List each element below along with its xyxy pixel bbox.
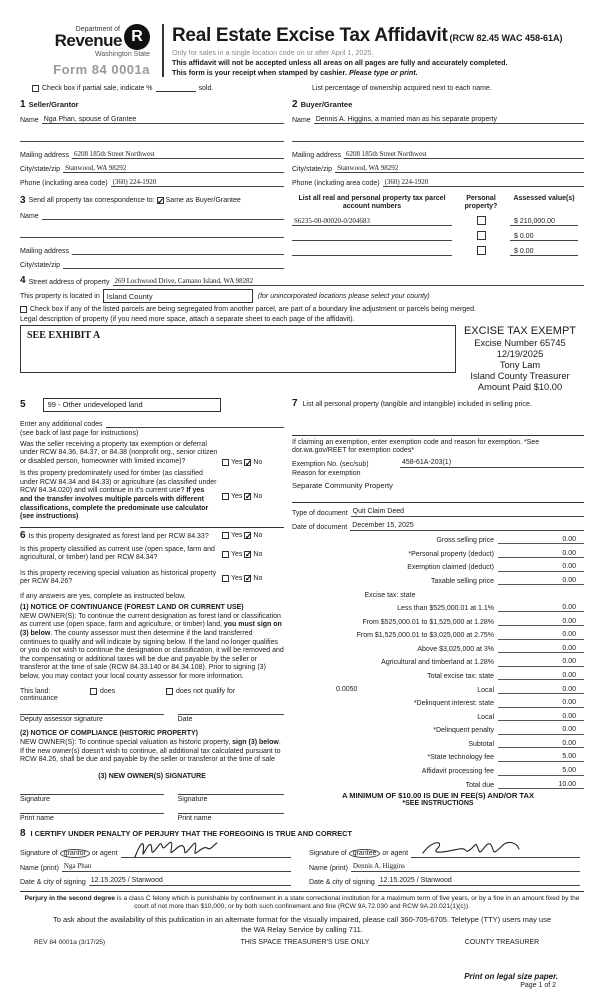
new-owner-signature-title: (3) NEW OWNER(S) SIGNATURE [98, 772, 206, 780]
stamp-treasurer-name: Tony Lam [499, 359, 541, 370]
tax-line-label: Local [477, 713, 494, 721]
tax-line-label: Total due [465, 781, 494, 789]
parcel-number-field-2[interactable] [292, 233, 452, 241]
buyer-phone-field[interactable]: (360) 224-1920 [383, 178, 584, 188]
reason-field[interactable]: Separate Community Property [292, 480, 393, 490]
signature-label: Signature [177, 795, 208, 803]
county-treasurer-label: COUNTY TREASURER [464, 938, 540, 946]
washington-state-label: Washington State [95, 51, 150, 58]
tax-line-value[interactable]: 0.00 [498, 536, 584, 545]
date-of-document-field[interactable]: December 15, 2025 [350, 522, 584, 531]
stamp-excise-number: Excise Number 65745 [474, 337, 566, 348]
parcel-header-personal: Personal property? [464, 195, 498, 211]
excise-tax-state-header: Excise tax: state [364, 591, 416, 599]
additional-codes-label: Enter any additional codes [20, 420, 103, 428]
tax-line-label: Less than $525,000.01 at 1.1% [397, 604, 494, 612]
exemption-no-checkbox[interactable] [244, 459, 251, 466]
segregated-checkbox[interactable] [20, 306, 27, 313]
correspondence-label: Send all property tax correspondence to: [28, 197, 155, 204]
header-note-1: Only for sales in a single location code on or after April 1, 2025. [172, 48, 374, 57]
same-as-buyer-checkbox[interactable] [157, 197, 164, 204]
current-use-question: Is this property classified as current use (open space, farm and agricultural, or timber) land per RCW 84.34? [20, 545, 215, 562]
form-rcw-ref: (RCW 82.45 WAC 458-61A) [449, 33, 563, 43]
corr-name2-field[interactable] [20, 230, 284, 238]
tax-line-value[interactable]: 5.00 [498, 753, 584, 762]
partial-sale-label: Check box if partial sale, indicate % [42, 85, 153, 92]
tax-line-value[interactable]: 0.00 [498, 604, 584, 613]
grantee-name-field[interactable]: Dennis A. Higgins [351, 862, 580, 872]
assessed-value-field-3[interactable]: $ 0.00 [510, 248, 578, 257]
see-back-note: (see back of last page for instructions) [20, 429, 139, 437]
county-note: (for unincorporated locations please select your county) [257, 292, 430, 300]
signature-label: Signature [20, 795, 50, 803]
section-1-number: 1 [20, 99, 26, 110]
seller-city-label: City/state/zip [20, 166, 61, 173]
section-5-number: 5 [20, 399, 26, 411]
does-label: does [100, 688, 116, 696]
corr-mailing-field[interactable] [72, 247, 284, 255]
personal-property-checkbox-3[interactable] [477, 246, 486, 255]
yes-label: Yes [231, 574, 243, 582]
no-label: No [253, 459, 263, 467]
assessed-value-field-2[interactable]: $ 0.00 [510, 233, 578, 242]
historical-no-checkbox[interactable] [244, 575, 251, 582]
seller-heading: Seller/Grantor [28, 100, 79, 109]
sig-suffix: or agent [382, 849, 409, 857]
seller-mailing-field[interactable]: 6208 185th Street Northwest [72, 150, 284, 160]
tax-line-label: *Delinquent penalty [433, 727, 494, 735]
header-divider [162, 24, 164, 77]
section-2-number: 2 [292, 99, 298, 110]
local-rate-value: 0.0050 [336, 686, 358, 693]
located-in-label: This property is located in [20, 292, 100, 300]
section-1-seller [20, 99, 292, 187]
historical-yes-checkbox[interactable] [222, 575, 229, 582]
exemption-yes-checkbox[interactable] [222, 459, 229, 466]
owner-print-name-line-2[interactable] [178, 813, 284, 822]
deputy-assessor-signature-line[interactable] [20, 714, 164, 723]
header-note-2: This affidavit will not be accepted unless all areas on all pages are fully and accurately completed. [172, 58, 508, 67]
timber-no-checkbox[interactable] [244, 493, 251, 500]
form-title: Real Estate Excise Tax Affidavit [172, 25, 448, 46]
grantor-name-field[interactable]: Nga Phan [62, 862, 291, 872]
does-not-label: does not qualify for [176, 688, 236, 696]
stamp-date: 12/19/2025 [496, 348, 544, 359]
grantee-word-circled[interactable]: grantee [349, 849, 381, 858]
yes-label: Yes [231, 532, 243, 540]
personal-property-label: List all personal property (tangible and intangible) included in selling price. [302, 400, 532, 408]
grantee-date-label: Date & city of signing [309, 878, 375, 886]
notice-compliance-text: NEW OWNER(S): To continue special valuation as historic property, sign (3) below. If the new owner(s) doesn't wish to continue, all additional tax calculated pursuant to RCW 84.26, shall be due and payable by the seller or transferor at the time of sale [20, 739, 281, 764]
notice-continuance-text: NEW OWNER(S): To continue the current designation as forest land or classification as current use (open space, farm and agriculture, or timber) land, you must sign on (3) below. The county assessor must then determine if the land transferred continues to qualify and will indicate by signing below. If the land no longer qualifies or you do not wish to continue the designation or classification, it will be removed and the compensating or additional taxes will be due and payable by the seller or transferor at the time of sale (RCW 84.33.140 or 84.34.108). Prior to signing (3) below, you may contact your local county assessor for more information. [20, 612, 284, 680]
street-address-field[interactable]: 269 Lochwood Drive, Camano Island, WA 98282 [113, 277, 585, 287]
timber-yes-checkbox[interactable] [222, 493, 229, 500]
type-of-document-field[interactable]: Quit Claim Deed [351, 508, 584, 517]
tax-line-value[interactable]: 0.00 [498, 577, 584, 586]
grantor-date-label: Date & city of signing [20, 878, 86, 886]
section-7-personal-property [292, 398, 584, 409]
tax-line-value[interactable]: 0.00 [498, 658, 584, 667]
buyer-name-field[interactable]: Dennis A. Higgins, a married man as his separate property [314, 116, 584, 125]
historical-question: Is this property receiving special valuation as historical property per RCW 84.26? [20, 569, 217, 586]
buyer-mailing-field[interactable]: 6208 185th Street Northwest [344, 150, 584, 160]
tax-line-label: Local [477, 686, 494, 694]
legal-description-label: Legal description of property (if you need more space, attach a separate sheet to each page of the affidavit). [20, 316, 355, 323]
section-8-certification [20, 828, 584, 886]
buyer-name-label: Name [292, 117, 311, 124]
corr-city-label: City/state/zip [20, 262, 61, 269]
buyer-mailing-label: Mailing address [292, 152, 342, 159]
tax-line-label: Agricultural and timberland at 1.28% [381, 659, 494, 667]
partial-sale-sold-label: sold. [198, 85, 214, 92]
grantor-handwritten-signature [129, 837, 224, 861]
tax-line-label: Affidavit processing fee [421, 768, 494, 776]
corr-city-field[interactable] [63, 261, 284, 269]
revenue-wordmark: Revenue [54, 30, 122, 50]
type-or-print-note: Please type or print. [348, 68, 418, 77]
does-checkbox[interactable] [90, 688, 97, 695]
notice-continuance-title: (1) NOTICE OF CONTINUANCE (FOREST LAND OR CURRENT USE) [20, 603, 244, 611]
exemption-no-label: Exemption No. (sec/sub) [292, 460, 369, 468]
seller-name2-field[interactable] [20, 134, 284, 142]
tax-exemption-question: Was the seller receiving a property tax exemption or deferral under RCW 84.36, 84.37, or 84.38 (nonprofit org., senior citizen or disabled person, homeowner with limited income)? [20, 440, 218, 465]
certify-statement: I CERTIFY UNDER PENALTY OF PERJURY THAT THE FOREGOING IS TRUE AND CORRECT [30, 828, 353, 838]
forest-land-question: Is this property designated as forest land per RCW 84.33? [28, 532, 209, 540]
exemption-divider [292, 435, 584, 436]
parcel-row [292, 231, 584, 241]
tax-line-value[interactable]: 10.00 [498, 781, 584, 790]
yes-label: Yes [231, 459, 243, 467]
footer-divider [20, 891, 584, 892]
deputy-assessor-label: Deputy assessor signature [20, 716, 103, 724]
tax-line-value[interactable]: 0.00 [498, 645, 584, 654]
section-8-number: 8 [20, 827, 26, 839]
parcel-header-assessed: Assessed value(s) [513, 195, 575, 202]
tax-line-label: *Delinquent interest: state [413, 700, 494, 708]
legal-description-field[interactable] [20, 325, 456, 373]
document-divider [292, 502, 584, 503]
grantor-date-field[interactable]: 12.15.2025 / Stanwood [89, 877, 291, 886]
parcel-row [292, 246, 584, 256]
tax-line-label: Taxable selling price [430, 577, 494, 585]
tax-line-label: *State technology fee [427, 754, 494, 762]
stamp-exempt-line: EXCISE TAX EXEMPT [463, 325, 577, 337]
tax-line-value[interactable]: 0.00 [498, 713, 584, 722]
timber-question: Is this property predominately used for timber (as classified under RCW 84.34 and 84.33) or agriculture (as classified under RCW 84.34.020) and will continue in it's current use? If yes and the transfer involves multiple parcels with different classifications, complete the predominate use calculator (see instructions) [20, 470, 217, 521]
print-name-label: Print name [177, 814, 212, 822]
buyer-phone-label: Phone (including area code) [292, 180, 380, 187]
legal-description-text: SEE EXHIBIT A [27, 330, 101, 341]
grantee-name-label: Name (print) [309, 864, 348, 872]
parcel-header-numbers: List all real and personal property tax parcel account numbers [298, 195, 446, 211]
current-use-no-checkbox[interactable] [244, 551, 251, 558]
tax-line-value[interactable]: 0.00 [498, 618, 584, 627]
tax-line-value[interactable]: 0.00 [498, 550, 584, 559]
alternate-format-notice: To ask about the availability of this publication in an alternate format for the visually impaired, please call 360-705-6705. Teletype (TTY) users may use the WA Relay Service by calling 711. [52, 915, 552, 934]
print-legal-size-note: Print on legal size paper. [464, 971, 558, 981]
additional-codes-field[interactable] [106, 420, 285, 428]
stamp-amount-paid: Amount Paid $10.00 [477, 381, 563, 392]
no-label: No [253, 550, 263, 558]
no-label: No [253, 532, 263, 540]
buyer-heading: Buyer/Grantee [300, 100, 353, 109]
parcel-table [292, 195, 584, 269]
seller-phone-field[interactable]: (360) 224-1920 [111, 178, 284, 188]
exemption-no-field[interactable]: 458-61A-203(1) [400, 459, 584, 468]
page-number: Page 1 of 2 [520, 981, 556, 989]
tax-line-label: Total excise tax: state [427, 672, 494, 680]
perjury-notice: Perjury in the second degree is a class C felony which is punishable by confinement in a state correctional institution for a maximum term of five years, or by a fine in an amount fixed by the court of not more than $10,000, or by both such confinement and fine (RCW 9A.72.030 and RCW 9A.20.021(1)(c)). [24, 894, 580, 910]
rev-number: REV 84 0001a (3/17/25) [34, 938, 106, 946]
tax-line-label: Above $3,025,000 at 3% [417, 645, 494, 653]
tax-line-label: From $525,000.01 to $1,525,000 at 1.28% [362, 618, 494, 626]
ownership-percent-note: List percentage of ownership acquired next to each name. [312, 85, 492, 92]
section-3-correspondence [20, 195, 292, 269]
seller-mailing-label: Mailing address [20, 152, 70, 159]
seller-phone-label: Phone (including area code) [20, 180, 108, 187]
dept-of-label: Department of [75, 25, 120, 33]
form-header [20, 24, 584, 77]
grantor-word-circled[interactable]: grantor [60, 849, 90, 858]
no-label: No [253, 574, 263, 582]
street-address-label: Street address of property [28, 279, 110, 286]
parcel-number-field-3[interactable] [292, 248, 452, 256]
reason-label: Reason for exemption [292, 469, 361, 477]
section-6-forest-land [20, 530, 284, 542]
corr-mailing-label: Mailing address [20, 248, 70, 255]
section-4-number: 4 [20, 275, 26, 286]
county-select[interactable]: Island County [103, 289, 253, 303]
corr-name-field[interactable] [42, 212, 284, 220]
corr-name-label: Name [20, 213, 39, 220]
sig-prefix: Signature of [309, 849, 347, 857]
buyer-city-label: City/state/zip [292, 166, 333, 173]
form-number: Form 84 0001a [53, 62, 150, 77]
personal-property-checkbox-1[interactable] [477, 216, 486, 225]
buyer-city-field[interactable]: Stanwood, WA 98292 [335, 164, 584, 174]
this-land-label: This land: [20, 688, 51, 696]
dor-logo [20, 24, 158, 77]
tax-line-value[interactable]: 0.00 [498, 686, 584, 695]
print-name-label: Print name [20, 814, 54, 822]
section-4-property [20, 275, 584, 393]
tax-line-label: From $1,525,000.01 to $3,025,000 at 2.75% [356, 632, 494, 640]
personal-property-checkbox-2[interactable] [477, 231, 486, 240]
grantor-signature-field[interactable] [121, 842, 291, 858]
land-use-code-field[interactable]: 99 - Other undeveloped land [43, 398, 221, 412]
treasurer-use-only-label: THIS SPACE TREASURER'S USE ONLY [240, 938, 370, 946]
assessed-value-field-1[interactable]: $ 210,000.00 [510, 218, 578, 227]
grantee-date-field[interactable]: 12.15.2025 / Stanwood [378, 877, 580, 886]
tax-line-value[interactable]: 0.00 [498, 699, 584, 708]
tax-line-label: *Personal property (deduct) [408, 550, 494, 558]
tax-line-value[interactable]: 0.00 [498, 672, 584, 681]
section-2-buyer [292, 99, 584, 187]
date-of-document-label: Date of document [292, 523, 348, 531]
yes-label: Yes [231, 550, 243, 558]
buyer-name2-field[interactable] [292, 134, 584, 142]
sig-suffix: or agent [91, 849, 118, 857]
grantee-handwritten-signature [419, 837, 524, 861]
deputy-date-line[interactable] [178, 714, 284, 723]
seller-name-field[interactable]: Nga Phan, spouse of Grantee [42, 116, 284, 125]
forest-no-checkbox[interactable] [244, 532, 251, 539]
grantor-name-label: Name (print) [20, 864, 59, 872]
forest-yes-checkbox[interactable] [222, 532, 229, 539]
type-of-document-label: Type of document [292, 509, 348, 517]
no-label: No [253, 492, 263, 500]
stamp-treasurer-title: Island County Treasurer [470, 370, 570, 381]
tax-line-value[interactable]: 0.00 [498, 726, 584, 735]
exemption-note: If claiming an exemption, enter exemption code and reason for exemption. *See dor.wa.gov/REET for exemption codes* [292, 438, 540, 455]
owner-signature-line-1[interactable] [20, 794, 164, 803]
tax-line-value[interactable]: 0.00 [498, 563, 584, 572]
sig-prefix: Signature of [20, 849, 58, 857]
parcel-row [292, 216, 584, 226]
see-instructions-note: *SEE INSTRUCTIONS [402, 800, 474, 808]
grantee-signature-field[interactable] [411, 842, 580, 858]
section-3-number: 3 [20, 195, 26, 206]
tax-line-label: Exemption claimed (deduct) [407, 564, 494, 572]
owner-signature-line-2[interactable] [178, 794, 284, 803]
notice-compliance-title: (2) NOTICE OF COMPLIANCE (HISTORIC PROPERTY) [20, 730, 198, 738]
current-use-yes-checkbox[interactable] [222, 551, 229, 558]
section-7-number: 7 [292, 397, 298, 409]
tax-line-label: Subtotal [468, 740, 494, 748]
continuance-label: continuance [20, 695, 58, 703]
minimum-due-note: A MINIMUM OF $10.00 IS DUE IN FEE(S) AND/OR TAX [341, 791, 535, 801]
seller-name-label: Name [20, 117, 39, 124]
owner-print-name-line-1[interactable] [20, 813, 164, 822]
segregated-label: Check box if any of the listed parcels are being segregated from another parcel, are part of a boundary line adjustment or parcels being merged. [30, 306, 476, 313]
same-as-buyer-label: Same as Buyer/Grantee [165, 197, 241, 204]
tax-line-value[interactable]: 0.00 [498, 631, 584, 640]
land-qualify-row [20, 688, 284, 695]
does-not-checkbox[interactable] [166, 688, 173, 695]
tax-line-value[interactable]: 0.00 [498, 740, 584, 749]
tax-line-value[interactable]: 5.00 [498, 767, 584, 776]
section-6-divider [20, 527, 284, 528]
if-yes-note: If any answers are yes, complete as instructed below. [20, 592, 186, 600]
partial-sale-checkbox[interactable] [32, 85, 39, 92]
personal-property-field[interactable] [292, 409, 584, 435]
parcel-number-field[interactable]: S6235-00-00020-0/204683 [292, 217, 452, 227]
dor-seal-icon: R [124, 24, 150, 50]
yes-label: Yes [231, 492, 243, 500]
section-6-number: 6 [20, 529, 26, 541]
header-note-3: This form is your receipt when stamped by cashier. [172, 68, 347, 77]
treasurer-stamp [456, 325, 584, 393]
deputy-date-label: Date [177, 716, 193, 724]
partial-sale-percent-field[interactable] [156, 85, 196, 92]
section-5-use-code [20, 398, 284, 412]
tax-line-label: Gross selling price [436, 536, 494, 544]
seller-city-field[interactable]: Stanwood, WA 98292 [63, 164, 284, 174]
